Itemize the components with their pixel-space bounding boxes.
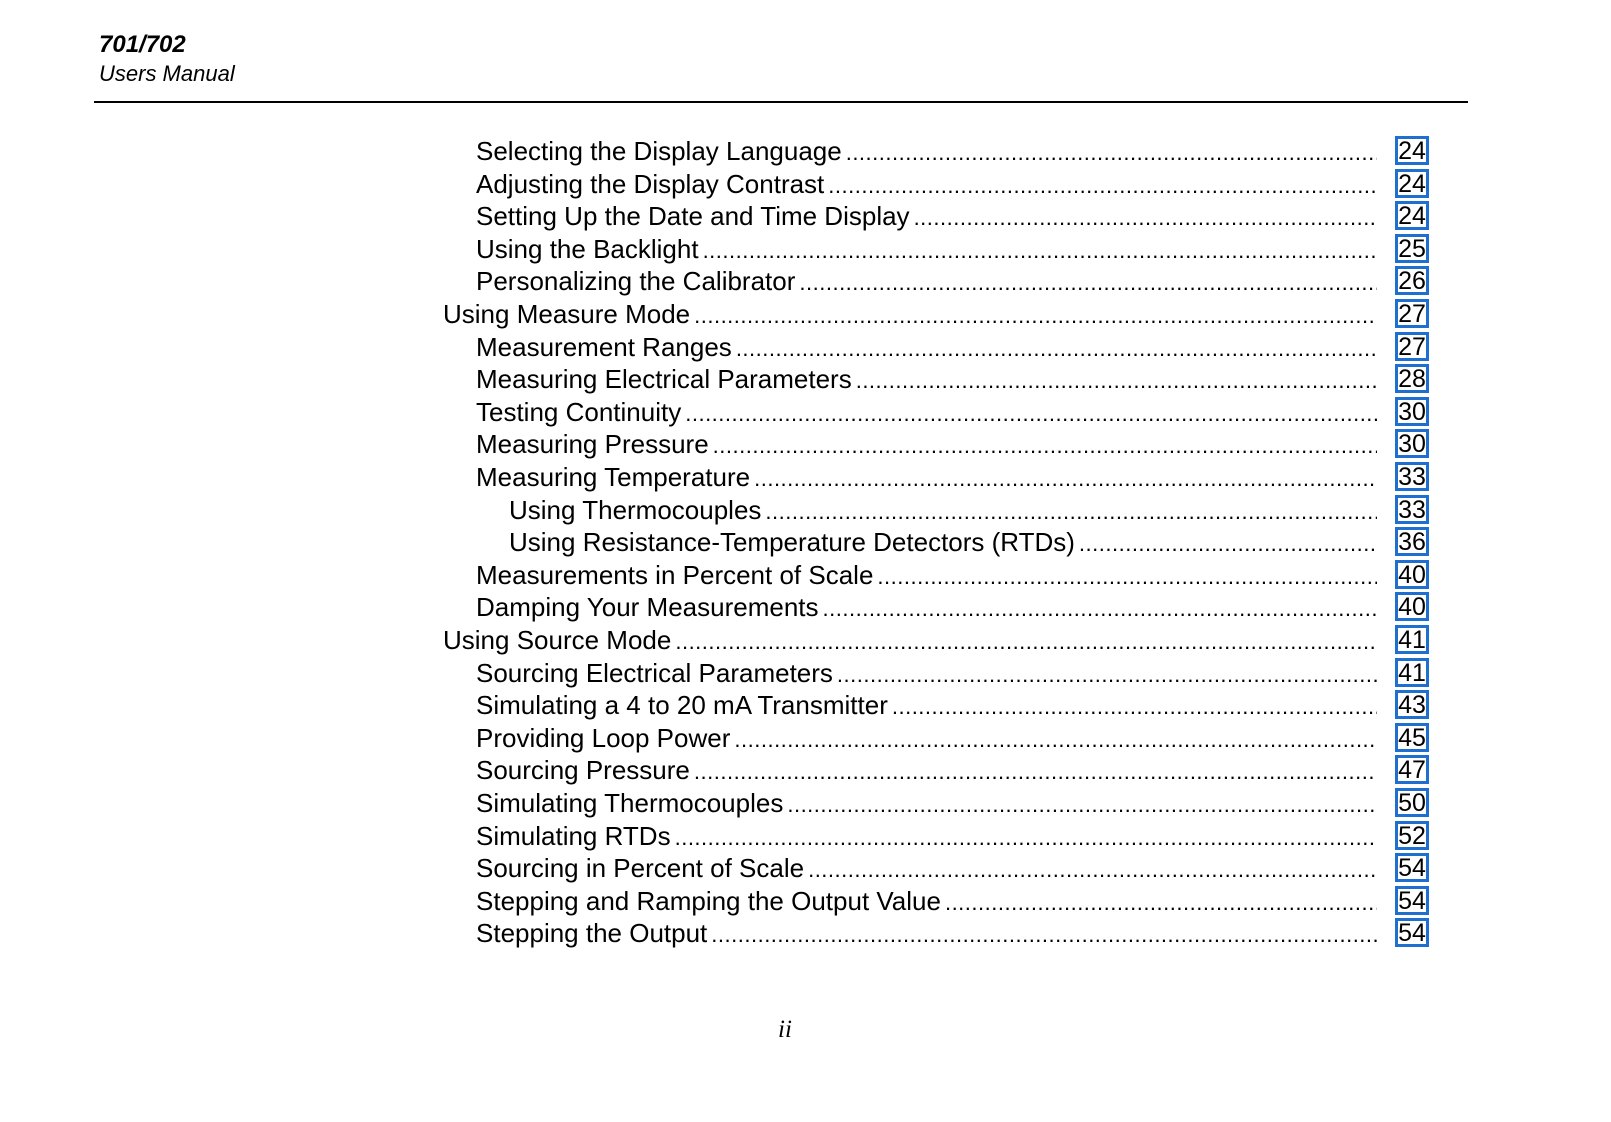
toc-entry[interactable] [476, 657, 1377, 690]
header-divider [94, 101, 1468, 103]
toc-entry-title: Stepping and Ramping the Output Value [476, 885, 945, 918]
toc-entry-title: Measuring Electrical Parameters [476, 363, 856, 396]
toc-entry-title: Providing Loop Power [476, 722, 734, 755]
dot-leader [736, 334, 1377, 364]
toc-page-link[interactable]: 27 [1395, 299, 1429, 328]
toc-entry-title: Using the Backlight [476, 233, 703, 266]
dot-leader [685, 399, 1377, 429]
dot-leader [823, 594, 1377, 624]
toc-entry[interactable] [476, 461, 1377, 494]
toc-row [0, 168, 1611, 201]
toc-entry-title: Simulating a 4 to 20 mA Transmitter [476, 689, 892, 722]
toc-entry-title: Stepping the Output [476, 917, 711, 950]
toc-entry[interactable] [476, 331, 1377, 364]
toc-page-link[interactable]: 27 [1395, 332, 1429, 361]
toc-entry-title: Measurement Ranges [476, 331, 736, 364]
dot-leader [694, 301, 1377, 331]
toc-entry-title: Measuring Temperature [476, 461, 754, 494]
toc-row [0, 689, 1611, 722]
toc-row [0, 233, 1611, 266]
toc-entry[interactable] [476, 787, 1377, 820]
toc-entry-title: Measurements in Percent of Scale [476, 559, 877, 592]
dot-leader [711, 920, 1377, 950]
dot-leader [734, 725, 1377, 755]
dot-leader [1079, 529, 1377, 559]
toc-entry-title: Using Thermocouples [509, 494, 765, 527]
toc-entry[interactable] [476, 852, 1377, 885]
toc-page-link[interactable]: 40 [1395, 560, 1429, 589]
toc-row [0, 265, 1611, 298]
toc-entry[interactable] [443, 298, 1377, 331]
toc-row [0, 559, 1611, 592]
toc-page-link[interactable]: 30 [1395, 397, 1429, 426]
toc-entry-title: Sourcing in Percent of Scale [476, 852, 808, 885]
toc-entry[interactable] [476, 885, 1377, 918]
dot-leader [787, 790, 1377, 820]
toc-entry[interactable] [476, 233, 1377, 266]
dot-leader [703, 236, 1377, 266]
dot-leader [765, 497, 1377, 527]
toc-entry[interactable] [476, 689, 1377, 722]
toc-entry-title: Sourcing Electrical Parameters [476, 657, 837, 690]
page-number: ii [778, 1016, 792, 1043]
dot-leader [694, 757, 1377, 787]
dot-leader [914, 203, 1377, 233]
toc-row [0, 754, 1611, 787]
toc-entry-title: Personalizing the Calibrator [476, 265, 799, 298]
toc-page-link[interactable]: 30 [1395, 429, 1429, 458]
toc-page-link[interactable]: 45 [1395, 723, 1429, 752]
toc-entry-title: Measuring Pressure [476, 428, 713, 461]
toc-page-link[interactable]: 47 [1395, 755, 1429, 784]
toc-row [0, 428, 1611, 461]
dot-leader [799, 268, 1377, 298]
toc-row [0, 298, 1611, 331]
toc-page-link[interactable]: 24 [1395, 136, 1429, 165]
toc-entry-title: Sourcing Pressure [476, 754, 694, 787]
toc-row [0, 331, 1611, 364]
toc-entry-title: Simulating Thermocouples [476, 787, 787, 820]
toc-row [0, 396, 1611, 429]
document-title: Users Manual [99, 61, 235, 86]
toc-page-link[interactable]: 36 [1395, 527, 1429, 556]
toc-page-link[interactable]: 41 [1395, 658, 1429, 687]
toc-page-link[interactable]: 24 [1395, 201, 1429, 230]
toc-entry-title: Selecting the Display Language [476, 135, 846, 168]
toc-entry-title: Testing Continuity [476, 396, 685, 429]
toc-entry[interactable] [476, 722, 1377, 755]
toc-page-link[interactable]: 24 [1395, 169, 1429, 198]
toc-row [0, 591, 1611, 624]
toc-entry-title: Setting Up the Date and Time Display [476, 200, 914, 233]
dot-leader [856, 366, 1377, 396]
toc-row [0, 917, 1611, 950]
toc-page-link[interactable]: 33 [1395, 462, 1429, 491]
toc-row [0, 624, 1611, 657]
toc-page-link[interactable]: 54 [1395, 918, 1429, 947]
toc-page-link[interactable]: 52 [1395, 821, 1429, 850]
toc-row [0, 787, 1611, 820]
dot-leader [945, 888, 1377, 918]
dot-leader [892, 692, 1377, 722]
toc-row [0, 885, 1611, 918]
toc-page-link[interactable]: 41 [1395, 625, 1429, 654]
toc-entry-title: Simulating RTDs [476, 820, 675, 853]
toc-entry-title: Using Measure Mode [443, 298, 694, 331]
toc-row [0, 657, 1611, 690]
toc-entry[interactable] [476, 168, 1377, 201]
page-header [99, 30, 235, 88]
dot-leader [754, 464, 1377, 494]
toc-row [0, 461, 1611, 494]
toc-page-link[interactable]: 40 [1395, 592, 1429, 621]
toc-page-link[interactable]: 25 [1395, 234, 1429, 263]
dot-leader [675, 627, 1377, 657]
toc-entry[interactable] [476, 265, 1377, 298]
toc-entry[interactable] [476, 428, 1377, 461]
toc-page-link[interactable]: 54 [1395, 886, 1429, 915]
toc-row [0, 852, 1611, 885]
toc-page-link[interactable]: 26 [1395, 266, 1429, 295]
toc-entry[interactable] [476, 200, 1377, 233]
toc-entry[interactable] [476, 917, 1377, 950]
toc-entry[interactable] [476, 135, 1377, 168]
toc-row [0, 820, 1611, 853]
toc-entry-title: Using Resistance-Temperature Detectors (RTDs) [509, 526, 1079, 559]
toc-row [0, 363, 1611, 396]
toc-page-link[interactable]: 33 [1395, 495, 1429, 524]
dot-leader [828, 171, 1377, 201]
toc-row [0, 722, 1611, 755]
toc-entry-title: Adjusting the Display Contrast [476, 168, 828, 201]
dot-leader [837, 660, 1377, 690]
dot-leader [808, 855, 1377, 885]
toc-row [0, 494, 1611, 527]
toc-entry[interactable] [476, 820, 1377, 853]
toc-row [0, 200, 1611, 233]
toc-entry[interactable] [476, 559, 1377, 592]
toc-row [0, 135, 1611, 168]
toc-row [0, 526, 1611, 559]
toc-entry[interactable] [476, 591, 1377, 624]
dot-leader [877, 562, 1377, 592]
toc-entry-title: Damping Your Measurements [476, 591, 823, 624]
document-number: 701/702 [99, 31, 186, 58]
toc-page-link[interactable]: 28 [1395, 364, 1429, 393]
toc-entry[interactable] [476, 363, 1377, 396]
toc-page-link[interactable]: 54 [1395, 853, 1429, 882]
dot-leader [846, 138, 1377, 168]
toc-page-link[interactable]: 43 [1395, 690, 1429, 719]
toc-entry[interactable] [476, 754, 1377, 787]
toc-entry[interactable] [509, 526, 1377, 559]
toc-entry[interactable] [509, 494, 1377, 527]
toc-entry[interactable] [476, 396, 1377, 429]
dot-leader [675, 823, 1377, 853]
toc-entry-title: Using Source Mode [443, 624, 675, 657]
toc-page-link[interactable]: 50 [1395, 788, 1429, 817]
dot-leader [713, 431, 1377, 461]
toc-entry[interactable] [443, 624, 1377, 657]
